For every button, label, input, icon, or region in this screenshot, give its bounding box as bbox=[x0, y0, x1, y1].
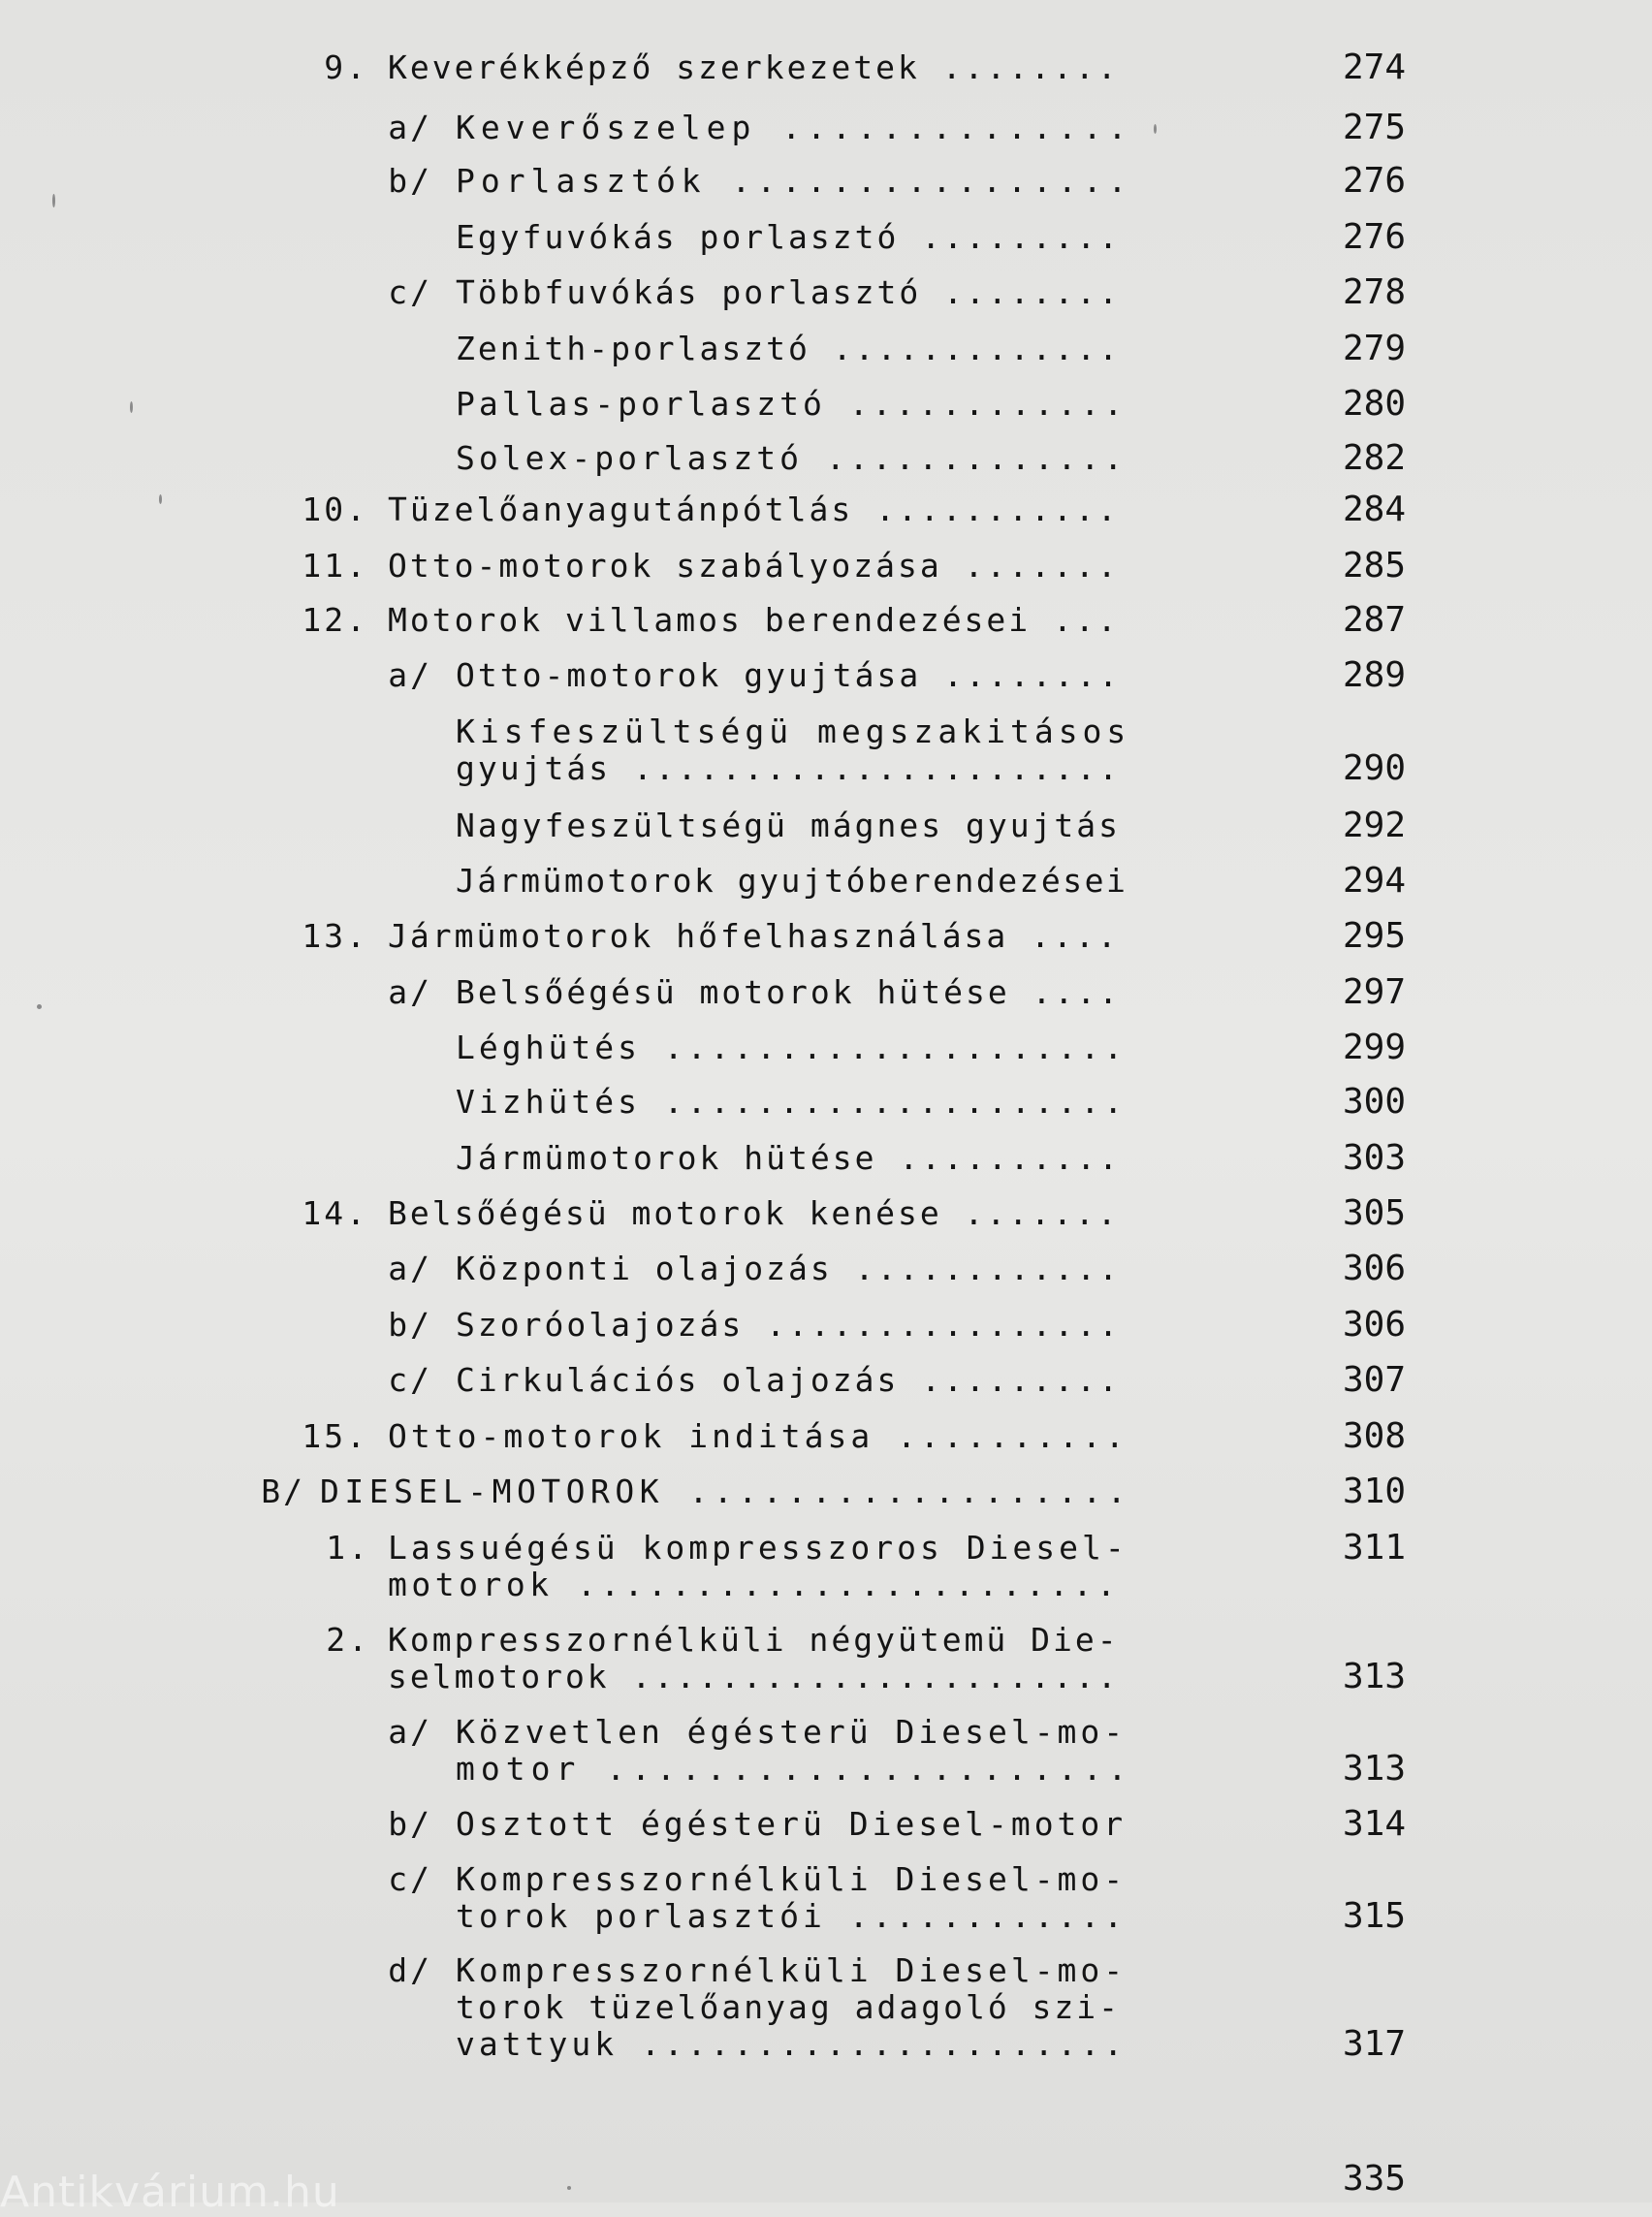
toc-entry bbox=[0, 973, 1652, 1012]
toc-entry bbox=[0, 491, 1652, 529]
toc-entry bbox=[0, 1805, 1652, 1844]
toc-entry-page: 311 bbox=[1342, 1528, 1406, 1568]
toc-entry-number: 9. bbox=[324, 48, 368, 86]
page-number: 335 bbox=[1342, 2159, 1406, 2199]
toc-entry-number: c/ bbox=[388, 1860, 432, 1898]
toc-entry-page: 276 bbox=[1342, 217, 1406, 257]
toc-entry-title: Léghütés .................... bbox=[456, 1029, 1128, 1066]
toc-entry bbox=[0, 162, 1652, 201]
toc-entry-number: a/ bbox=[388, 973, 432, 1011]
toc-entry-title: Belsőégésü motorok kenése ....... bbox=[388, 1194, 1120, 1232]
toc-entry bbox=[0, 273, 1652, 312]
toc-entry-title: Cirkulációs olajozás ......... bbox=[456, 1361, 1122, 1399]
toc-entry-page: 308 bbox=[1342, 1416, 1406, 1456]
toc-entry-title: Keverékképző szerkezetek ........ bbox=[388, 48, 1120, 86]
toc-entry-number: 13. bbox=[302, 917, 368, 955]
toc-entry-page: 307 bbox=[1342, 1360, 1406, 1400]
toc-entry-number: 12. bbox=[302, 601, 368, 639]
toc-entry-page: 305 bbox=[1342, 1193, 1406, 1233]
toc-entry bbox=[0, 1361, 1652, 1400]
toc-entry-number: c/ bbox=[388, 273, 432, 311]
toc-entry-title: Osztott égésterü Diesel-motor bbox=[456, 1805, 1128, 1843]
toc-entry-title: Keverőszelep .............. bbox=[456, 109, 1133, 146]
toc-entry-page: 299 bbox=[1342, 1028, 1406, 1067]
toc-entry-number: a/ bbox=[388, 1250, 432, 1287]
toc-entry-title: Jármümotorok gyujtóberendezései bbox=[456, 862, 1128, 900]
toc-entry-page: 315 bbox=[1342, 1896, 1406, 1936]
toc-entry-page: 282 bbox=[1342, 438, 1406, 478]
toc-entry-page: 295 bbox=[1342, 916, 1406, 956]
toc-entry-number: b/ bbox=[388, 162, 432, 200]
toc-entry-title: Szoróolajozás ................ bbox=[456, 1306, 1122, 1344]
toc-entry-title: Vizhütés .................... bbox=[456, 1083, 1128, 1121]
toc-entry-page: 310 bbox=[1342, 1472, 1406, 1511]
toc-entry-title: selmotorok ...................... bbox=[388, 1658, 1120, 1695]
paper-speck bbox=[52, 194, 55, 207]
toc-entry bbox=[0, 1139, 1652, 1178]
toc-entry-page: 303 bbox=[1342, 1138, 1406, 1178]
toc-entry bbox=[0, 1473, 1652, 1511]
toc-entry-title: Motorok villamos berendezései ... bbox=[388, 601, 1120, 639]
toc-entry-page: 314 bbox=[1342, 1804, 1406, 1844]
toc-entry bbox=[0, 1083, 1652, 1122]
toc-entry bbox=[0, 1988, 1652, 2027]
paper-speck bbox=[1154, 124, 1157, 134]
toc-entry bbox=[0, 385, 1652, 424]
toc-entry-page: 297 bbox=[1342, 972, 1406, 1012]
toc-entry-page: 290 bbox=[1342, 748, 1406, 788]
toc-entry-title: Pallas-porlasztó ............ bbox=[456, 385, 1128, 423]
toc-entry bbox=[0, 547, 1652, 586]
paper-speck bbox=[37, 1004, 42, 1009]
toc-entry-title: torok porlasztói ............ bbox=[456, 1897, 1128, 1935]
toc-entry-title: Többfuvókás porlasztó ........ bbox=[456, 273, 1122, 311]
toc-entry bbox=[0, 862, 1652, 901]
toc-entry-page: 287 bbox=[1342, 600, 1406, 640]
toc-entry-title: motorok ....................... bbox=[388, 1566, 1121, 1603]
toc-entry-title: Kisfeszültségü megszakitásos bbox=[456, 713, 1131, 750]
toc-entry-page: 284 bbox=[1342, 490, 1406, 529]
toc-entry-number: 2. bbox=[326, 1621, 370, 1659]
toc-entry-title: Tüzelőanyagutánpótlás ........... bbox=[388, 491, 1120, 528]
toc-entry-title: Belsőégésü motorok hütése .... bbox=[456, 973, 1122, 1011]
toc-entry-number: a/ bbox=[388, 656, 432, 694]
toc-entry bbox=[0, 1029, 1652, 1067]
watermark: Antikvárium.hu bbox=[0, 2168, 340, 2217]
toc-entry-number: a/ bbox=[388, 109, 432, 146]
toc-entry bbox=[0, 1250, 1652, 1288]
toc-entry-number: c/ bbox=[388, 1361, 432, 1399]
toc-entry-page: 313 bbox=[1342, 1749, 1406, 1789]
toc-entry bbox=[0, 218, 1652, 257]
toc-entry-page: 313 bbox=[1342, 1657, 1406, 1696]
toc-entry bbox=[0, 1417, 1652, 1456]
toc-entry-title: Otto-motorok inditása .......... bbox=[388, 1417, 1128, 1455]
toc-entry bbox=[0, 1306, 1652, 1345]
toc-entry bbox=[0, 1621, 1652, 1660]
toc-entry bbox=[0, 1529, 1652, 1568]
toc-entry bbox=[0, 1713, 1652, 1752]
toc-entry-page: 294 bbox=[1342, 861, 1406, 901]
toc-entry-title: Otto-motorok gyujtása ........ bbox=[456, 656, 1122, 694]
toc-entry-title: DIESEL-MOTOROK .................. bbox=[320, 1473, 1132, 1510]
toc-entry bbox=[0, 330, 1652, 368]
toc-entry bbox=[0, 1658, 1652, 1696]
toc-entry bbox=[0, 1951, 1652, 1990]
toc-entry bbox=[0, 2025, 1652, 2064]
toc-entry-page: 289 bbox=[1342, 655, 1406, 695]
toc-entry-title: Kompresszornélküli négyütemü Die- bbox=[388, 1621, 1120, 1659]
toc-entry-title: Nagyfeszültségü mágnes gyujtás bbox=[456, 807, 1122, 844]
toc-entry-number: 14. bbox=[302, 1194, 368, 1232]
toc-entry bbox=[0, 917, 1652, 956]
paper-speck bbox=[130, 401, 133, 413]
toc-entry-page: 317 bbox=[1342, 2024, 1406, 2064]
toc-entry-title: Solex-porlasztó ............. bbox=[456, 439, 1128, 477]
toc-entry-page: 306 bbox=[1342, 1305, 1406, 1345]
toc-entry bbox=[0, 1566, 1652, 1604]
toc-entry bbox=[0, 807, 1652, 845]
toc-entry-title: Jármümotorok hütése .......... bbox=[456, 1139, 1122, 1177]
toc-entry-number: a/ bbox=[388, 1713, 432, 1751]
toc-entry bbox=[0, 1194, 1652, 1233]
toc-entry-title: Központi olajozás ............ bbox=[456, 1250, 1122, 1287]
toc-entry bbox=[0, 601, 1652, 640]
toc-entry bbox=[0, 439, 1652, 478]
paper-speck bbox=[159, 494, 162, 504]
toc-entry-title: Zenith-porlasztó ............. bbox=[456, 330, 1122, 367]
toc-entry-number: 10. bbox=[302, 491, 368, 528]
toc-entry-number: 15. bbox=[302, 1417, 368, 1455]
toc-entry-number: b/ bbox=[388, 1805, 432, 1843]
toc-entry-title: torok tüzelőanyag adagoló szi- bbox=[456, 1988, 1122, 2026]
toc-entry-page: 278 bbox=[1342, 272, 1406, 312]
toc-entry-title: Jármümotorok hőfelhasználása .... bbox=[388, 917, 1120, 955]
paper-speck bbox=[567, 2186, 571, 2190]
toc-entry-page: 285 bbox=[1342, 546, 1406, 586]
toc-entry bbox=[0, 749, 1652, 788]
toc-entry-number: B/ bbox=[261, 1473, 305, 1510]
toc-entry-title: Lassuégésü kompresszoros Diesel- bbox=[388, 1529, 1128, 1567]
toc-entry-title: Egyfuvókás porlasztó ......... bbox=[456, 218, 1122, 256]
toc-entry-number: d/ bbox=[388, 1951, 432, 1989]
toc-entry-page: 279 bbox=[1342, 329, 1406, 368]
toc-entry bbox=[0, 656, 1652, 695]
toc-entry-title: motor ..................... bbox=[456, 1750, 1133, 1788]
toc-entry-title: gyujtás ...................... bbox=[456, 749, 1122, 787]
toc-entry bbox=[0, 1860, 1652, 1899]
toc-entry-number: 1. bbox=[326, 1529, 370, 1567]
toc-entry bbox=[0, 1897, 1652, 1936]
toc-entry-page: 306 bbox=[1342, 1249, 1406, 1288]
toc-entry-title: Kompresszornélküli Diesel-mo- bbox=[456, 1951, 1128, 1989]
toc-entry-number: b/ bbox=[388, 1306, 432, 1344]
toc-entry-title: vattyuk ..................... bbox=[456, 2025, 1128, 2063]
toc-entry-title: Otto-motorok szabályozása ....... bbox=[388, 547, 1120, 585]
toc-entry-page: 280 bbox=[1342, 384, 1406, 424]
toc-entry-page: 300 bbox=[1342, 1082, 1406, 1122]
toc-entry-title: Közvetlen égésterü Diesel-mo- bbox=[456, 1713, 1128, 1751]
toc-entry-title: Kompresszornélküli Diesel-mo- bbox=[456, 1860, 1128, 1898]
toc-entry bbox=[0, 713, 1652, 751]
toc-entry bbox=[0, 48, 1652, 87]
toc-entry-page: 276 bbox=[1342, 161, 1406, 201]
toc-entry-number: 11. bbox=[302, 547, 368, 585]
toc-entry-page: 275 bbox=[1342, 108, 1406, 147]
toc-entry-title: Porlasztók ................ bbox=[456, 162, 1133, 200]
toc-entry bbox=[0, 109, 1652, 147]
toc-entry bbox=[0, 1750, 1652, 1789]
toc-entry-page: 274 bbox=[1342, 48, 1406, 87]
toc-entry-page: 292 bbox=[1342, 806, 1406, 845]
